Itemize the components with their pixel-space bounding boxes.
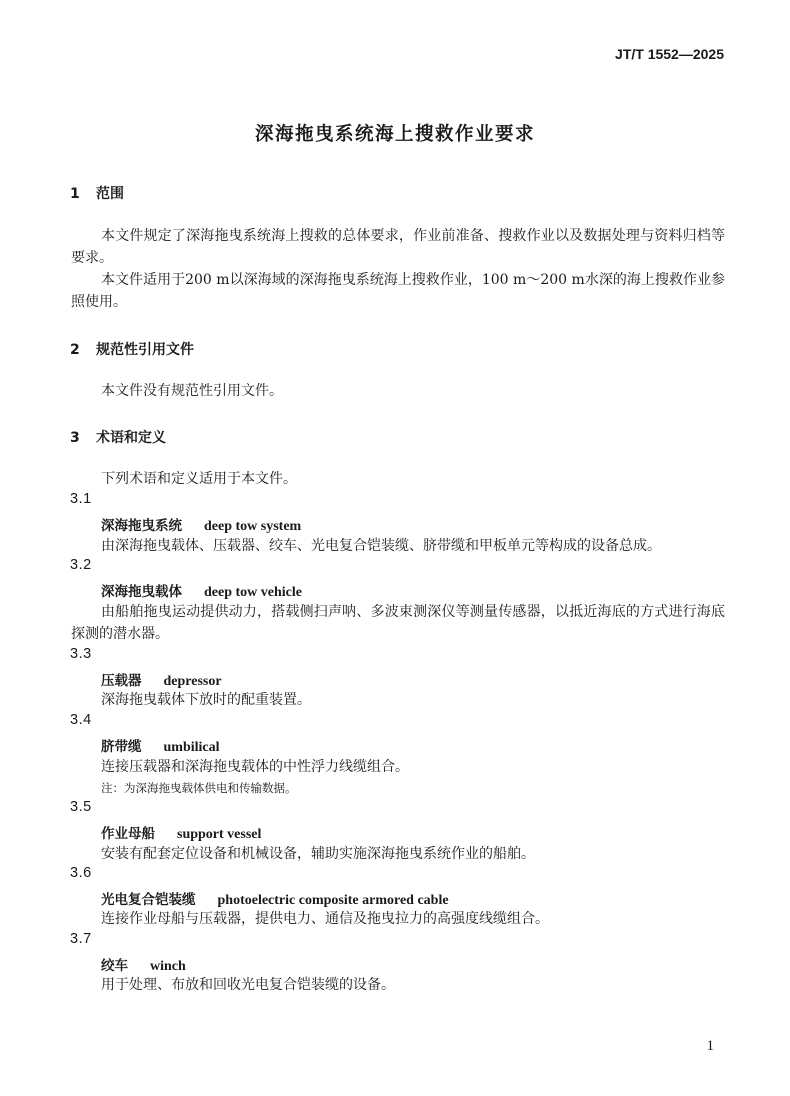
term-number: 3.7 — [70, 931, 92, 947]
section-title: 范围 — [96, 186, 124, 202]
section-1-heading — [70, 183, 124, 203]
term-en: umbilical — [163, 740, 220, 755]
term-zh: 脐带缆 — [101, 739, 142, 755]
section-number: 2 — [70, 342, 80, 358]
term-en: deep tow vehicle — [204, 585, 302, 600]
term-number: 3.4 — [70, 712, 92, 728]
section-number: 1 — [70, 186, 80, 202]
section-title: 规范性引用文件 — [96, 342, 194, 358]
term-definition: 由深海拖曳载体、压载器、绞车、光电复合铠装缆、脐带缆和甲板单元等构成的设备总成。 — [101, 538, 661, 554]
section-1-paragraph-1 — [71, 225, 725, 269]
section-3-heading — [70, 427, 166, 447]
term-en: depressor — [163, 674, 222, 689]
term-heading — [101, 954, 186, 975]
standard-code: JT/T 1552—2025 — [615, 46, 724, 62]
term-number: 3.3 — [70, 646, 92, 662]
term-definition: 安装有配套定位设备和机械设备，辅助实施深海拖曳系统作业的船舶。 — [101, 846, 535, 862]
term-en: deep tow system — [204, 519, 302, 534]
term-definition: 连接压载器和深海拖曳载体的中性浮力线缆组合。 — [101, 759, 409, 775]
page-number: 1 — [706, 1038, 714, 1054]
term-definition: 深海拖曳载体下放时的配重装置。 — [101, 692, 311, 708]
term-en: photoelectric composite armored cable — [217, 893, 449, 908]
term-definition: 连接作业母船与压载器，提供电力、通信及拖曳拉力的高强度线缆组合。 — [101, 911, 549, 927]
term-zh: 深海拖曳系统 — [101, 518, 182, 534]
section-title: 术语和定义 — [96, 430, 166, 446]
paragraph-text: 本文件适用于200 m以深海域的深海拖曳系统海上搜救作业，100 m～200 m水深的海上搜救作业参照使用。 — [71, 272, 725, 310]
term-zh: 绞车 — [101, 958, 128, 974]
term-zh: 光电复合铠装缆 — [101, 892, 196, 908]
term-heading — [101, 735, 220, 756]
term-zh: 压载器 — [101, 673, 142, 689]
term-number: 3.1 — [70, 491, 92, 507]
section-number: 3 — [70, 430, 80, 446]
section-1-paragraph-2 — [71, 269, 725, 313]
term-heading — [101, 888, 449, 909]
term-heading — [101, 822, 261, 843]
term-zh: 作业母船 — [101, 826, 155, 842]
term-definition: 用于处理、布放和回收光电复合铠装缆的设备。 — [101, 977, 395, 993]
term-number: 3.5 — [70, 799, 92, 815]
term-number: 3.6 — [70, 865, 92, 881]
term-heading — [101, 669, 222, 690]
section-3-intro: 下列术语和定义适用于本文件。 — [101, 471, 297, 487]
term-en: winch — [150, 959, 186, 974]
paragraph-text: 本文件规定了深海拖曳系统海上搜救的总体要求，作业前准备、搜救作业以及数据处理与资料归档等要求。 — [71, 228, 725, 266]
section-2-heading — [70, 339, 194, 359]
section-2-paragraph: 本文件没有规范性引用文件。 — [101, 383, 283, 399]
document-title: 深海拖曳系统海上搜救作业要求 — [254, 124, 535, 145]
term-heading — [101, 514, 301, 535]
term-zh: 深海拖曳载体 — [101, 584, 182, 600]
term-number: 3.2 — [70, 557, 92, 573]
term-en: support vessel — [177, 827, 262, 842]
term-definition: 由船舶拖曳运动提供动力，搭载侧扫声呐、多波束测深仪等测量传感器，以抵近海底的方式进行海底探测的潜水器。 — [71, 604, 725, 642]
term-heading — [101, 580, 302, 601]
term-note: 注：为深海拖曳载体供电和传输数据。 — [101, 781, 297, 795]
